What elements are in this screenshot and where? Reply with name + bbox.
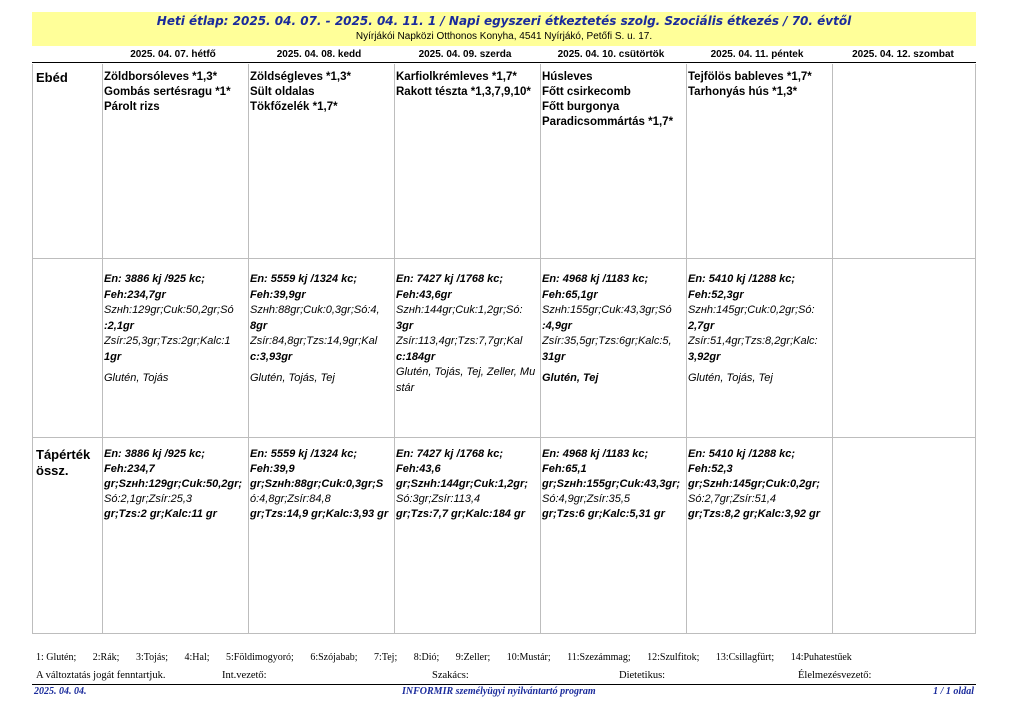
menu-item: Zöldborsóleves *1,3*: [104, 71, 218, 83]
menu-item: Párolt rizs: [104, 101, 160, 113]
summary-line: gr;Tzs:8,2 gr;Kalc:3,92 gr: [688, 508, 821, 520]
grid-line: [540, 64, 541, 634]
legend-item: 7:Tej;: [374, 652, 398, 663]
dietitian-signature: Dietetikus:: [619, 670, 666, 681]
energy-value: En: 7427 kj /1768 kc;: [396, 273, 504, 285]
day-header-wednesday: 2025. 04. 09. szerda: [418, 49, 512, 60]
nutrient-detail: :4,9gr: [542, 319, 572, 332]
legend-item: 4:Hal;: [184, 652, 210, 663]
menu-wednesday: [396, 70, 542, 100]
nutrient-detail: 1gr: [104, 350, 122, 363]
summary-line: gr;Tzs:14,9 gr;Kalc:3,93 gr: [250, 508, 389, 520]
nutrient-detail: c:184gr: [396, 350, 436, 363]
nutrient-detail: Zsír:113,4gr;Tzs:7,7gr;Kal: [396, 335, 523, 347]
summary-line: gr;Szнh:155gr;Cuk:43,3gr;: [542, 478, 681, 490]
allergens: Glutén, Tojás, Tej, Zeller, Mustár: [396, 366, 536, 394]
summary-monday: [104, 447, 250, 522]
kitchen-address: Nyírjákói Napközi Otthonos Konyha, 4541 Nyírjákó, Petőfi S. u. 17.: [355, 31, 653, 42]
legend-item: 5:Földimogyoró;: [226, 652, 294, 663]
menu-item: Gombás sertésragu *1*: [104, 86, 231, 98]
summary-line: Feh:234,7: [104, 463, 155, 475]
food-manager-signature: Élelmezésvezető:: [798, 670, 872, 681]
legend-item: 11:Szezámmag;: [567, 652, 631, 663]
protein-value: Feh:52,3gr: [688, 288, 744, 301]
nutrition-wednesday: [396, 272, 539, 396]
legend-item: 12:Szulfitok;: [647, 652, 700, 663]
summary-line: Feh:52,3: [688, 463, 733, 475]
page-title: Heti étlap: 2025. 04. 07. - 2025. 04. 11. 1 / Napi egyszeri étkeztetés szolg. Szociális étkezés / 70. évtől: [156, 14, 852, 28]
summary-line: gr;Szнh:129gr;Cuk:50,2gr;: [104, 478, 243, 490]
nutrient-detail: Zsír:84,8gr;Tzs:14,9gr;Kal: [250, 335, 378, 347]
allergens: Glutén, Tojás, Tej: [688, 372, 773, 384]
legend-item: 3:Tojás;: [135, 652, 169, 663]
day-header-friday: 2025. 04. 11. péntek: [710, 49, 804, 60]
print-date: 2025. 04. 04.: [34, 686, 87, 697]
grid-line: [686, 64, 687, 634]
grid-line: [32, 437, 976, 438]
nutrient-detail: 3gr: [396, 319, 414, 332]
menu-item: Főtt burgonya: [542, 101, 620, 113]
summary-line: Feh:65,1: [542, 463, 587, 475]
grid-line: [248, 64, 249, 634]
summary-label: Tápérték össz.: [36, 447, 91, 478]
signature-row: [36, 670, 976, 684]
nutrition-tuesday: [250, 272, 393, 387]
legend-item: 13:Csillagfürt;: [715, 652, 775, 663]
energy-value: En: 5410 kj /1288 kc;: [688, 273, 796, 285]
day-header-saturday: 2025. 04. 12. szombat: [852, 49, 954, 60]
legend-item: 14:Puhatestűek: [790, 652, 852, 663]
summary-line: Feh:39,9: [250, 463, 295, 475]
page-number: 1 / 1 oldal: [933, 686, 974, 697]
energy-value: En: 5559 kj /1324 kc;: [250, 273, 358, 285]
summary-line: gr;Tzs:2 gr;Kalc:11 gr: [104, 508, 217, 520]
allergen-legend: [36, 652, 976, 663]
nutrition-monday: [104, 272, 247, 387]
grid-line: [975, 64, 976, 634]
nutrition-thursday: [542, 272, 685, 387]
nutrition-friday: [688, 272, 831, 387]
nutrient-detail: 3,92gr: [688, 350, 721, 363]
summary-line: En: 3886 kj /925 kc;: [104, 448, 205, 460]
summary-friday: [688, 447, 834, 522]
grid-line: [32, 64, 33, 634]
summary-line: En: 4968 kj /1183 kc;: [542, 448, 649, 460]
legend-item: 9:Zeller;: [455, 652, 491, 663]
summary-line: gr;Tzs:6 gr;Kalc:5,31 gr: [542, 508, 665, 520]
nutrient-detail: Zsír:51,4gr;Tzs:8,2gr;Kalc:: [688, 335, 818, 347]
header-band: [32, 12, 976, 46]
summary-line: gr;Szнh:88gr;Cuk:0,3gr;S: [250, 478, 384, 490]
summary-line: Feh:43,6: [396, 463, 441, 475]
menu-item: Tejfölös bableves *1,7*: [688, 71, 812, 83]
menu-monday: [104, 70, 250, 115]
protein-value: Feh:39,9gr: [250, 288, 306, 301]
grid-line: [394, 64, 395, 634]
summary-line: En: 5410 kj /1288 kc;: [688, 448, 796, 460]
legend-item: 2:Rák;: [92, 652, 120, 663]
menu-item: Sült oldalas: [250, 86, 315, 98]
menu-item: Tökfőzelék *1,7*: [250, 101, 338, 113]
nutrient-detail: Zsír:35,5gr;Tzs:6gr;Kalc:5,: [542, 335, 672, 347]
page-footer: [32, 686, 976, 700]
summary-tuesday: [250, 447, 396, 522]
summary-line: Só:2,7gr;Zsír:51,4: [688, 493, 777, 505]
menu-item: Paradicsommártás *1,7*: [542, 116, 674, 128]
legend-item: 1: Glutén;: [36, 652, 77, 663]
summary-line: Só:2,1gr;Zsír:25,3: [104, 493, 193, 505]
legend-item: 8:Dió;: [413, 652, 440, 663]
grid-line: [102, 64, 103, 634]
lunch-label: Ebéd: [36, 70, 68, 85]
summary-line: En: 7427 kj /1768 kc;: [396, 448, 504, 460]
nutrient-detail: Zsír:25,3gr;Tzs:2gr;Kalc:1: [104, 335, 231, 347]
summary-line: gr;Szнh:144gr;Cuk:1,2gr;: [396, 478, 528, 490]
menu-item: Karfiolkrémleves *1,7*: [396, 71, 517, 83]
nutrient-detail: Szнh:129gr;Cuk:50,2gr;Só: [104, 304, 234, 316]
day-header-monday: 2025. 04. 07. hétfő: [130, 49, 216, 60]
summary-wednesday: [396, 447, 542, 522]
day-headers: [32, 46, 976, 63]
nutrient-detail: c:3,93gr: [250, 350, 293, 363]
summary-line: En: 5559 kj /1324 kc;: [250, 448, 358, 460]
allergens: Glutén, Tojás: [104, 372, 169, 384]
energy-value: En: 3886 kj /925 kc;: [104, 273, 205, 285]
day-header-tuesday: 2025. 04. 08. kedd: [276, 49, 362, 60]
menu-friday: [688, 70, 834, 100]
allergens: Glutén, Tojás, Tej: [250, 372, 335, 384]
nutrient-detail: Szнh:155gr;Cuk:43,3gr;Só: [542, 304, 672, 316]
summary-line: Só:4,9gr;Zsír:35,5: [542, 493, 631, 505]
protein-value: Feh:234,7gr: [104, 288, 166, 301]
menu-item: Húsleves: [542, 71, 593, 83]
energy-value: En: 4968 kj /1183 kc;: [542, 273, 649, 285]
menu-item: Főtt csirkecomb: [542, 86, 631, 98]
nutrient-detail: Szнh:88gr;Cuk:0,3gr;Só:4,: [250, 304, 380, 316]
grid-line: [32, 258, 976, 259]
grid-line: [32, 633, 976, 634]
protein-value: Feh:43,6gr: [396, 288, 452, 301]
menu-grid: [32, 64, 976, 634]
chef-signature: Szakács:: [432, 670, 469, 681]
legend-item: 6:Szójabab;: [310, 652, 358, 663]
nutrient-detail: 31gr: [542, 350, 566, 363]
footer-divider: [32, 684, 976, 685]
summary-thursday: [542, 447, 688, 522]
menu-tuesday: [250, 70, 396, 115]
nutrient-detail: Szнh:145gr;Cuk:0,2gr;Só:: [688, 304, 815, 316]
grid-line: [832, 64, 833, 634]
menu-item: Tarhonyás hús *1,3*: [688, 86, 798, 98]
program-name: INFORMIR személyügyi nyilvántartó program: [402, 686, 596, 697]
rights-notice: A változtatás jogát fenntartjuk.: [36, 670, 166, 681]
nutrient-detail: 2,7gr: [688, 319, 715, 332]
director-signature: Int.vezető:: [222, 670, 267, 681]
menu-item: Zöldségleves *1,3*: [250, 71, 351, 83]
nutrient-detail: :2,1gr: [104, 319, 134, 332]
nutrient-detail: Szнh:144gr;Cuk:1,2gr;Só:: [396, 304, 523, 316]
summary-line: ó:4,8gr;Zsír:84,8: [250, 493, 331, 505]
summary-line: Só:3gr;Zsír:113,4: [396, 493, 481, 505]
menu-item: Rakott tészta *1,3,7,9,10*: [396, 86, 531, 98]
allergens: Glutén, Tej: [542, 372, 599, 384]
legend-item: 10:Mustár;: [506, 652, 551, 663]
summary-line: gr;Szнh:145gr;Cuk:0,2gr;: [688, 478, 820, 490]
summary-line: gr;Tzs:7,7 gr;Kalc:184 gr: [396, 508, 525, 520]
menu-thursday: [542, 70, 688, 130]
day-header-thursday: 2025. 04. 10. csütörtök: [557, 49, 665, 60]
protein-value: Feh:65,1gr: [542, 288, 598, 301]
nutrient-detail: 8gr: [250, 319, 268, 332]
